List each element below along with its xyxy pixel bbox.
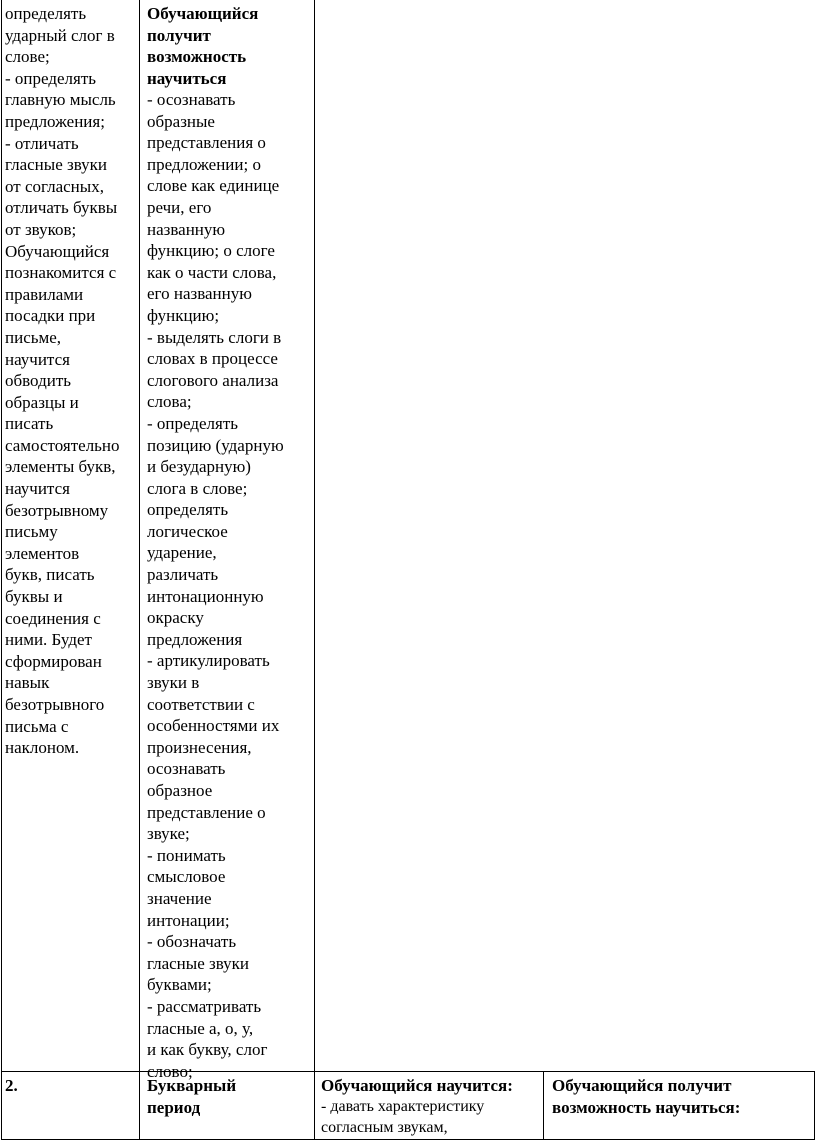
table-border-left: [1, 0, 2, 1140]
row2-col4-heading: Обучающийся получит возможность научиться:: [552, 1076, 741, 1117]
table-row-divider: [1, 1071, 815, 1072]
row2-period: Букварный период: [147, 1076, 237, 1117]
table-border-right: [814, 1071, 815, 1140]
table-border-col3: [543, 1071, 544, 1140]
row1-col1-text: определять ударный слог в слове; - определять главную мысль предложения; - отличать гласные звуки от согласных, отличать буквы от звуков; Обучающийся познакомится с правилами посадки при письме, научится обводить образцы и писать самостоятельно элементы букв, научится безотрывному письму элементов букв, писать буквы и соединения с ними. Будет сформирован навык безотрывного письма с наклоном.: [5, 4, 120, 758]
row1-col2-heading: Обучающийся получит возможность научиться: [147, 4, 259, 88]
table-border-bottom: [1, 1139, 815, 1140]
row2-col3-heading: Обучающийся научится:: [321, 1076, 513, 1095]
row2-col3-text: - давать характеристику согласным звукам,: [321, 1098, 485, 1136]
table-border-col2: [314, 0, 315, 1140]
row1-col2-text: - осознавать образные представления о предложении; о слове как единице речи, его названную функцию; о слоге как о части слова, его названную функцию; - выделять слоги в словах в процессе слогового анализа слова; - определять позицию (ударную и безударную) слога в слове; определять логическое ударение, различать интонационную окраску предложения - артикулировать звуки в соответствии с особенностями их произнесения, осознавать образное представление о звуке; - понимать смысловое значение интонации; - обозначать гласные звуки буквами; - рассматривать гласные а, о, у, и как букву, слог слово;: [147, 90, 284, 1081]
table-border-col1: [139, 0, 140, 1140]
row2-number: 2.: [5, 1076, 18, 1095]
